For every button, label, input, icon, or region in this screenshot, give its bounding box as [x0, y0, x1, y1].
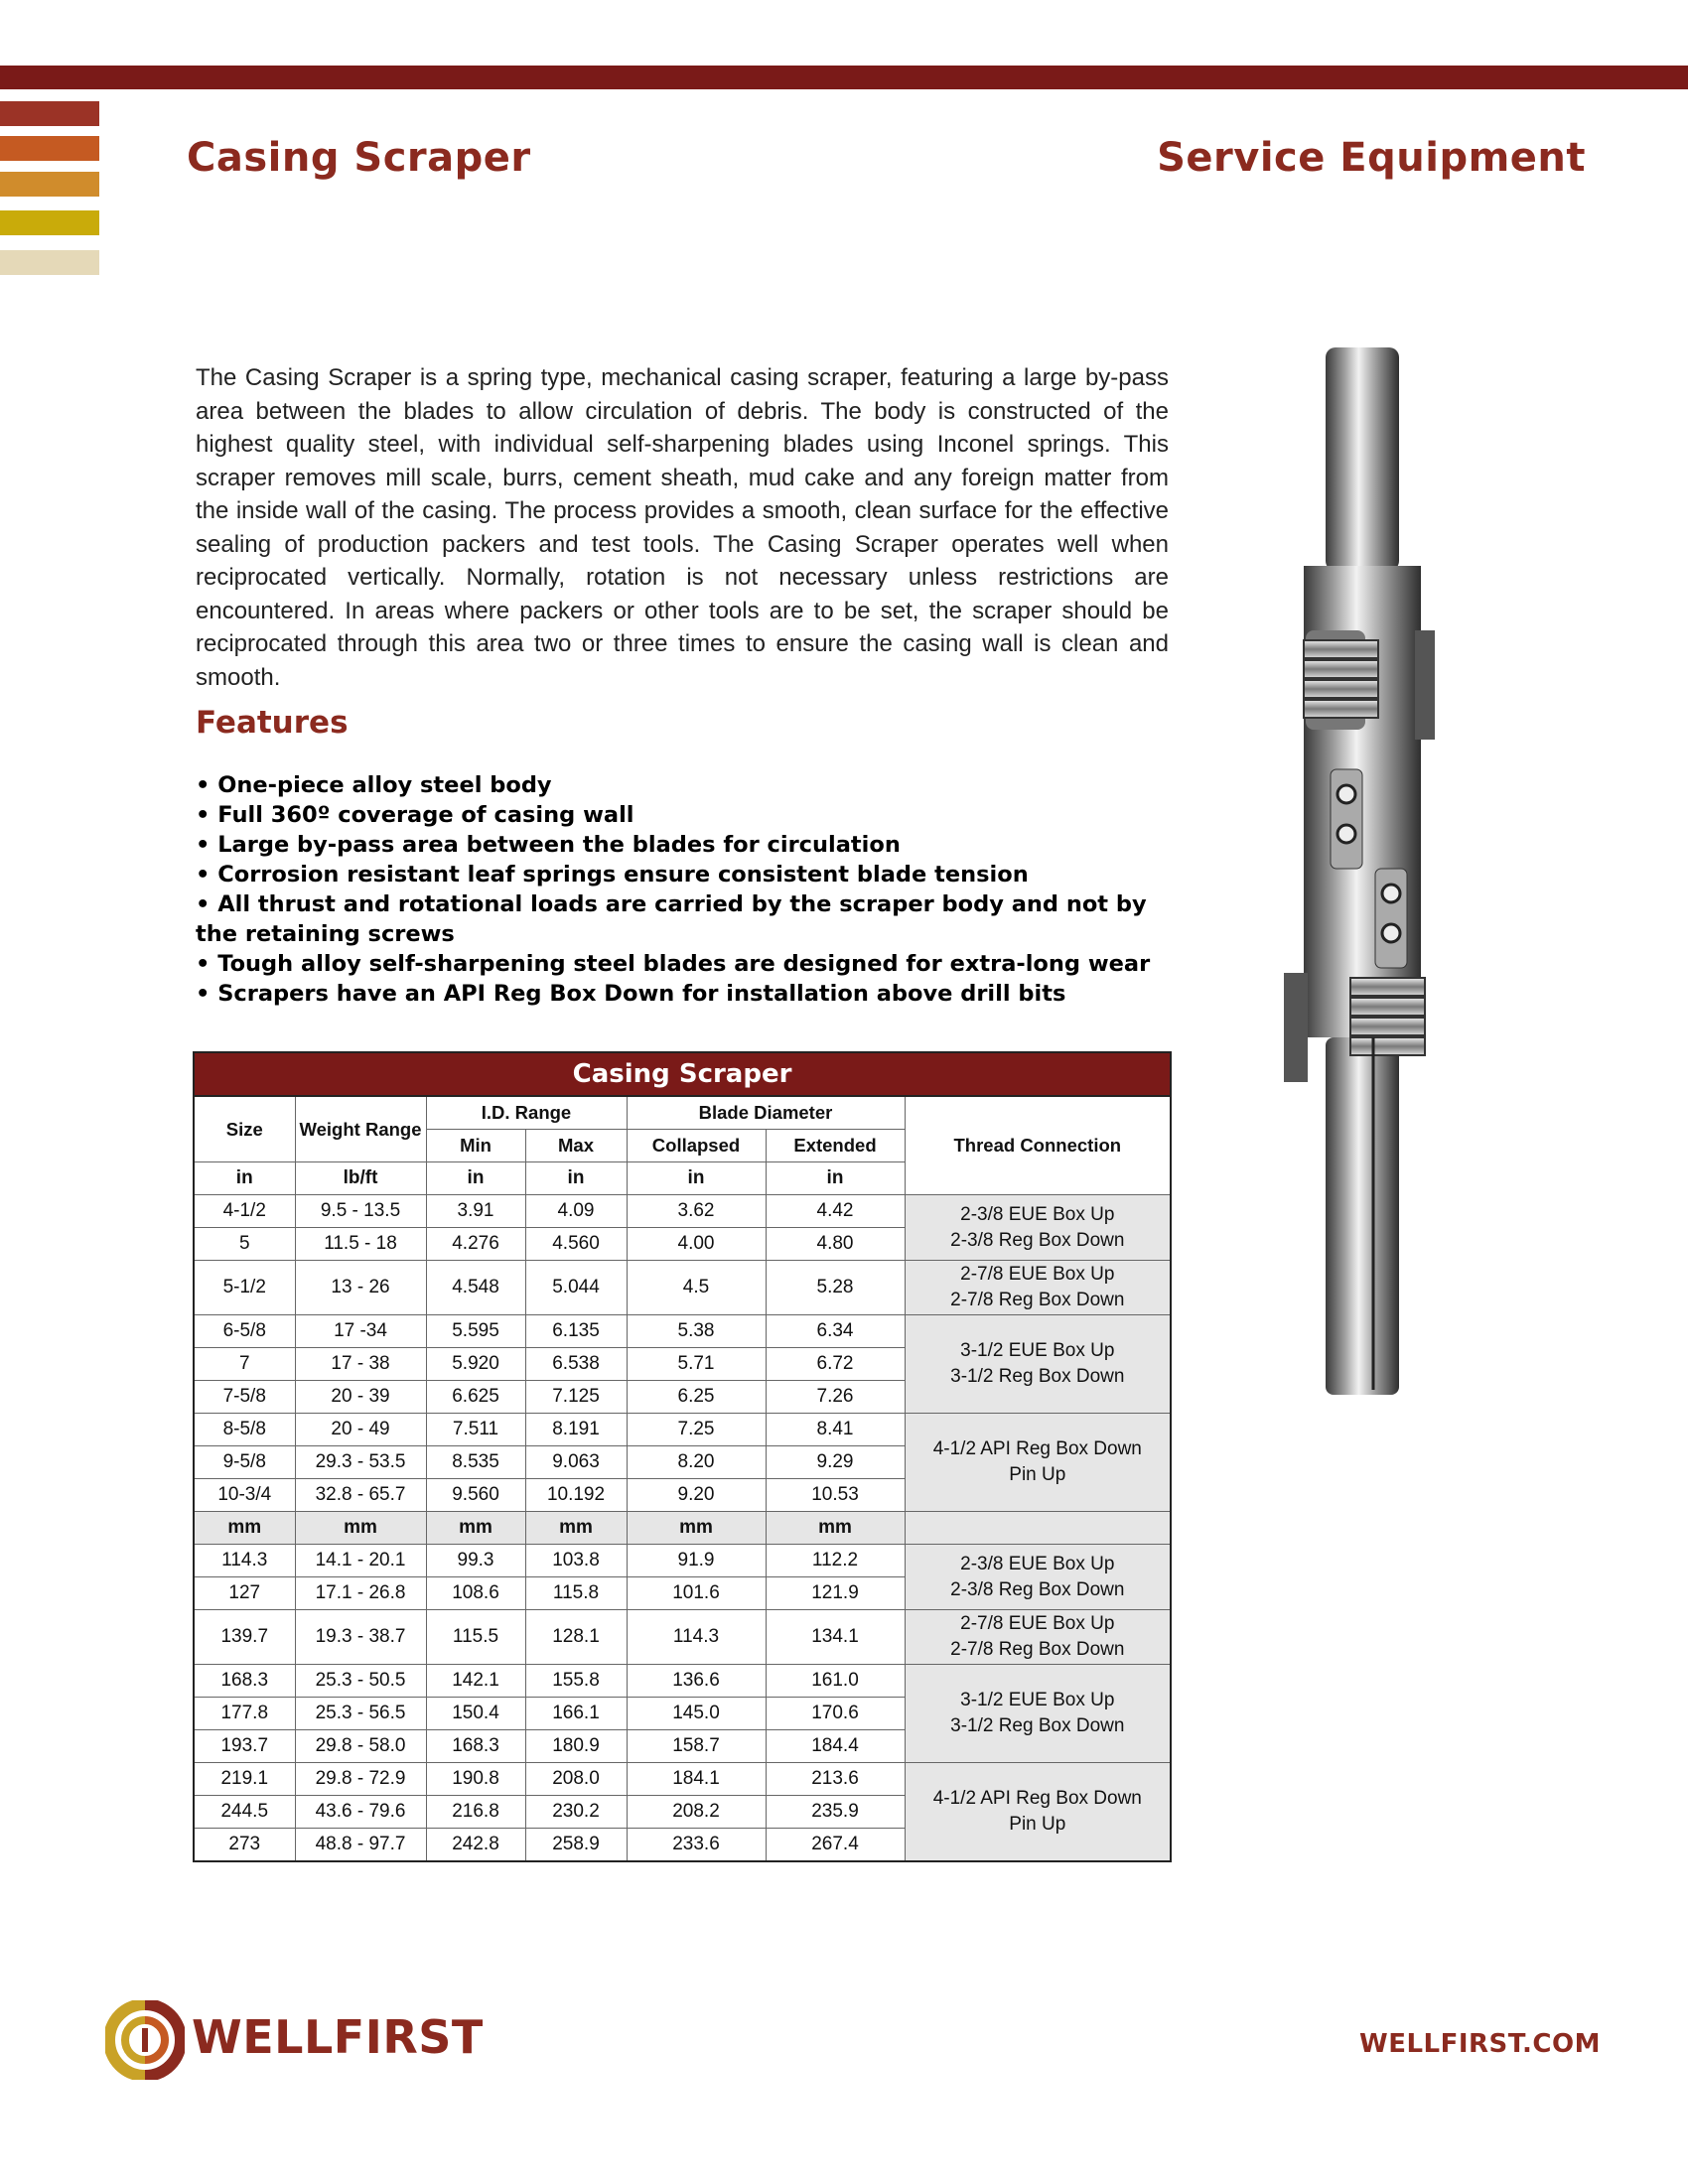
table-cell: 161.0 — [766, 1665, 905, 1698]
table-row — [194, 1763, 1171, 1796]
table-row — [194, 1261, 1171, 1315]
thread-line: 2-3/8 EUE Box Up — [960, 1553, 1115, 1574]
table-caption: Casing Scraper — [194, 1052, 1171, 1096]
table-cell: 139.7 — [194, 1610, 295, 1665]
casing-scraper-image — [1276, 342, 1460, 1410]
features-heading: Features — [196, 705, 349, 741]
thread-line: 2-3/8 EUE Box Up — [960, 1203, 1115, 1225]
table-cell: 128.1 — [525, 1610, 627, 1665]
table-cell: 180.9 — [525, 1730, 627, 1763]
table-cell: 115.8 — [525, 1577, 627, 1610]
table-cell: 7 — [194, 1348, 295, 1381]
thread-connection-cell — [905, 1315, 1171, 1414]
table-cell: 190.8 — [426, 1763, 525, 1796]
table-cell: 267.4 — [766, 1829, 905, 1862]
thread-connection-cell — [905, 1763, 1171, 1862]
table-cell: 10.192 — [525, 1479, 627, 1512]
table-cell: 121.9 — [766, 1577, 905, 1610]
table-row — [194, 1315, 1171, 1348]
unit-cell: in — [627, 1162, 766, 1195]
table-cell: 170.6 — [766, 1698, 905, 1730]
table-row — [194, 1195, 1171, 1228]
table-cell: 208.0 — [525, 1763, 627, 1796]
table-row — [194, 1665, 1171, 1698]
section-title: Service Equipment — [1157, 135, 1586, 181]
thread-line: 2-7/8 Reg Box Down — [950, 1290, 1125, 1310]
thread-line: 2-7/8 EUE Box Up — [960, 1613, 1115, 1634]
table-cell: 235.9 — [766, 1796, 905, 1829]
table-cell: 6.135 — [525, 1315, 627, 1348]
table-cell: 5.38 — [627, 1315, 766, 1348]
col-header-id-range: I.D. Range — [426, 1096, 627, 1130]
table-cell: 7.125 — [525, 1381, 627, 1414]
table-cell: 7.25 — [627, 1414, 766, 1446]
thread-line: Pin Up — [1009, 1464, 1066, 1485]
table-cell: 6.25 — [627, 1381, 766, 1414]
col-header-size: Size — [194, 1096, 295, 1162]
table-cell: 5.28 — [766, 1261, 905, 1315]
table-cell: 17 - 38 — [295, 1348, 426, 1381]
wellfirst-logo-icon — [105, 2000, 185, 2080]
table-cell: 6.34 — [766, 1315, 905, 1348]
website-link[interactable]: WELLFIRST.COM — [1359, 2029, 1601, 2059]
table-cell: 48.8 - 97.7 — [295, 1829, 426, 1862]
table-cell: 244.5 — [194, 1796, 295, 1829]
table-row — [194, 1610, 1171, 1665]
table-cell: 9.063 — [525, 1446, 627, 1479]
table-cell: 184.4 — [766, 1730, 905, 1763]
table-cell: 108.6 — [426, 1577, 525, 1610]
thread-connection-cell — [905, 1545, 1171, 1610]
unit-cell-blank — [905, 1512, 1171, 1545]
unit-cell: in — [426, 1162, 525, 1195]
table-cell: 9.5 - 13.5 — [295, 1195, 426, 1228]
units-row-mm — [194, 1512, 1171, 1545]
table-cell: 4.42 — [766, 1195, 905, 1228]
table-cell: 273 — [194, 1829, 295, 1862]
table-cell: 5.595 — [426, 1315, 525, 1348]
table-cell: 4.00 — [627, 1228, 766, 1261]
table-cell: 114.3 — [194, 1545, 295, 1577]
feature-item: • One-piece alloy steel body — [196, 770, 1169, 800]
thread-connection-cell — [905, 1261, 1171, 1315]
table-cell: 19.3 - 38.7 — [295, 1610, 426, 1665]
table-cell: 5.920 — [426, 1348, 525, 1381]
unit-cell: mm — [426, 1512, 525, 1545]
table-cell: 5-1/2 — [194, 1261, 295, 1315]
specifications-table — [193, 1051, 1172, 1862]
table-cell: 145.0 — [627, 1698, 766, 1730]
color-stripe-4 — [0, 210, 99, 235]
feature-item: • Scrapers have an API Reg Box Down for installation above drill bits — [196, 979, 1169, 1009]
table-cell: 101.6 — [627, 1577, 766, 1610]
table-cell: 9.20 — [627, 1479, 766, 1512]
thread-line: Pin Up — [1009, 1814, 1066, 1835]
table-cell: 166.1 — [525, 1698, 627, 1730]
table-cell: 208.2 — [627, 1796, 766, 1829]
table-cell: 17 -34 — [295, 1315, 426, 1348]
table-cell: 43.6 - 79.6 — [295, 1796, 426, 1829]
table-cell: 91.9 — [627, 1545, 766, 1577]
thread-connection-cell — [905, 1610, 1171, 1665]
table-cell: 6.625 — [426, 1381, 525, 1414]
intro-paragraph: The Casing Scraper is a spring type, mechanical casing scraper, featuring a large by-pass area between the blades to allow circulation of debris. The body is constructed of the highest quality steel, with individual self-sharpening blades using Inconel springs. This scraper removes mill scale, burrs, cement sheath, mud cake and any foreign matter from the inside wall of the casing. The process provides a smooth, clean surface for the effective sealing of production packers and test tools. The Casing Scraper operates well when reciprocated vertically. Normally, rotation is not necessary unless restrictions are encountered. In areas where packers or other tools are to be set, the scraper should be reciprocated through this area two or three times to ensure the casing wall is clean and smooth. — [196, 364, 1169, 691]
table-cell: 4.560 — [525, 1228, 627, 1261]
unit-cell: mm — [627, 1512, 766, 1545]
table-cell: 5.044 — [525, 1261, 627, 1315]
feature-item: • Large by-pass area between the blades for circulation — [196, 830, 1169, 860]
table-cell: 32.8 - 65.7 — [295, 1479, 426, 1512]
table-cell: 3.91 — [426, 1195, 525, 1228]
thread-connection-cell — [905, 1665, 1171, 1763]
thread-line: 3-1/2 EUE Box Up — [960, 1690, 1115, 1710]
unit-cell: mm — [525, 1512, 627, 1545]
table-cell: 142.1 — [426, 1665, 525, 1698]
table-cell: 10-3/4 — [194, 1479, 295, 1512]
thread-line: 2-3/8 Reg Box Down — [950, 1578, 1125, 1600]
unit-cell: in — [194, 1162, 295, 1195]
table-row — [194, 1545, 1171, 1577]
table-cell: 25.3 - 56.5 — [295, 1698, 426, 1730]
feature-item: • Tough alloy self-sharpening steel blades are designed for extra-long wear — [196, 949, 1169, 979]
table-cell: 5.71 — [627, 1348, 766, 1381]
table-cell: 8.535 — [426, 1446, 525, 1479]
table-cell: 20 - 39 — [295, 1381, 426, 1414]
unit-cell: mm — [295, 1512, 426, 1545]
thread-line: 2-7/8 Reg Box Down — [950, 1639, 1125, 1660]
table-cell: 155.8 — [525, 1665, 627, 1698]
table-cell: 103.8 — [525, 1545, 627, 1577]
thread-line: 3-1/2 Reg Box Down — [950, 1715, 1125, 1736]
col-header-max: Max — [525, 1130, 627, 1162]
col-header-thread: Thread Connection — [905, 1096, 1171, 1195]
table-cell: 216.8 — [426, 1796, 525, 1829]
brand-name: WELLFIRST — [192, 2010, 484, 2064]
feature-item: • All thrust and rotational loads are carried by the scraper body and not by the retaining screws — [196, 889, 1169, 949]
table-cell: 233.6 — [627, 1829, 766, 1862]
feature-item: • Corrosion resistant leaf springs ensure consistent blade tension — [196, 860, 1169, 889]
table-cell: 6.72 — [766, 1348, 905, 1381]
table-cell: 14.1 - 20.1 — [295, 1545, 426, 1577]
thread-connection-cell — [905, 1414, 1171, 1512]
table-cell: 29.3 - 53.5 — [295, 1446, 426, 1479]
table-cell: 150.4 — [426, 1698, 525, 1730]
table-cell: 8.20 — [627, 1446, 766, 1479]
color-stripe-5 — [0, 250, 99, 275]
unit-cell: lb/ft — [295, 1162, 426, 1195]
table-cell: 7.511 — [426, 1414, 525, 1446]
table-cell: 177.8 — [194, 1698, 295, 1730]
table-cell: 6-5/8 — [194, 1315, 295, 1348]
table-cell: 258.9 — [525, 1829, 627, 1862]
table-cell: 219.1 — [194, 1763, 295, 1796]
unit-cell: mm — [766, 1512, 905, 1545]
col-header-collapsed: Collapsed — [627, 1130, 766, 1162]
table-cell: 4.276 — [426, 1228, 525, 1261]
table-cell: 99.3 — [426, 1545, 525, 1577]
table-cell: 158.7 — [627, 1730, 766, 1763]
table-cell: 184.1 — [627, 1763, 766, 1796]
table-cell: 193.7 — [194, 1730, 295, 1763]
table-cell: 5 — [194, 1228, 295, 1261]
thread-line: 4-1/2 API Reg Box Down — [932, 1438, 1142, 1459]
table-cell: 168.3 — [426, 1730, 525, 1763]
unit-cell: in — [525, 1162, 627, 1195]
table-cell: 168.3 — [194, 1665, 295, 1698]
features-list — [196, 770, 1169, 1009]
table-cell: 4.548 — [426, 1261, 525, 1315]
table-cell: 6.538 — [525, 1348, 627, 1381]
col-header-min: Min — [426, 1130, 525, 1162]
table-cell: 4.09 — [525, 1195, 627, 1228]
unit-cell: mm — [194, 1512, 295, 1545]
table-cell: 29.8 - 72.9 — [295, 1763, 426, 1796]
table-cell: 17.1 - 26.8 — [295, 1577, 426, 1610]
thread-connection-cell — [905, 1195, 1171, 1261]
table-cell: 7-5/8 — [194, 1381, 295, 1414]
table-cell: 9.560 — [426, 1479, 525, 1512]
table-cell: 8.41 — [766, 1414, 905, 1446]
feature-item: • Full 360º coverage of casing wall — [196, 800, 1169, 830]
table-cell: 134.1 — [766, 1610, 905, 1665]
thread-line: 4-1/2 API Reg Box Down — [932, 1788, 1142, 1809]
table-cell: 10.53 — [766, 1479, 905, 1512]
table-cell: 11.5 - 18 — [295, 1228, 426, 1261]
table-cell: 115.5 — [426, 1610, 525, 1665]
table-cell: 25.3 - 50.5 — [295, 1665, 426, 1698]
thread-line: 3-1/2 Reg Box Down — [950, 1366, 1125, 1387]
col-header-weight: Weight Range — [295, 1096, 426, 1162]
table-cell: 4.80 — [766, 1228, 905, 1261]
table-cell: 213.6 — [766, 1763, 905, 1796]
unit-cell: in — [766, 1162, 905, 1195]
col-header-blade-diameter: Blade Diameter — [627, 1096, 905, 1130]
table-row — [194, 1414, 1171, 1446]
table-cell: 4.5 — [627, 1261, 766, 1315]
table-cell: 3.62 — [627, 1195, 766, 1228]
table-cell: 9-5/8 — [194, 1446, 295, 1479]
table-cell: 242.8 — [426, 1829, 525, 1862]
table-cell: 20 - 49 — [295, 1414, 426, 1446]
thread-line: 2-7/8 EUE Box Up — [960, 1264, 1115, 1285]
table-cell: 136.6 — [627, 1665, 766, 1698]
table-cell: 29.8 - 58.0 — [295, 1730, 426, 1763]
page-title: Casing Scraper — [187, 135, 531, 181]
table-cell: 9.29 — [766, 1446, 905, 1479]
table-cell: 230.2 — [525, 1796, 627, 1829]
color-stripe-1 — [0, 101, 99, 126]
table-cell: 127 — [194, 1577, 295, 1610]
table-cell: 13 - 26 — [295, 1261, 426, 1315]
table-cell: 8.191 — [525, 1414, 627, 1446]
color-stripe-3 — [0, 172, 99, 197]
table-cell: 112.2 — [766, 1545, 905, 1577]
color-stripe-2 — [0, 136, 99, 161]
thread-line: 2-3/8 Reg Box Down — [950, 1229, 1125, 1251]
table-cell: 8-5/8 — [194, 1414, 295, 1446]
thread-line: 3-1/2 EUE Box Up — [960, 1340, 1115, 1361]
table-cell: 114.3 — [627, 1610, 766, 1665]
table-cell: 4-1/2 — [194, 1195, 295, 1228]
table-cell: 7.26 — [766, 1381, 905, 1414]
header-bar — [0, 66, 1688, 89]
col-header-extended: Extended — [766, 1130, 905, 1162]
